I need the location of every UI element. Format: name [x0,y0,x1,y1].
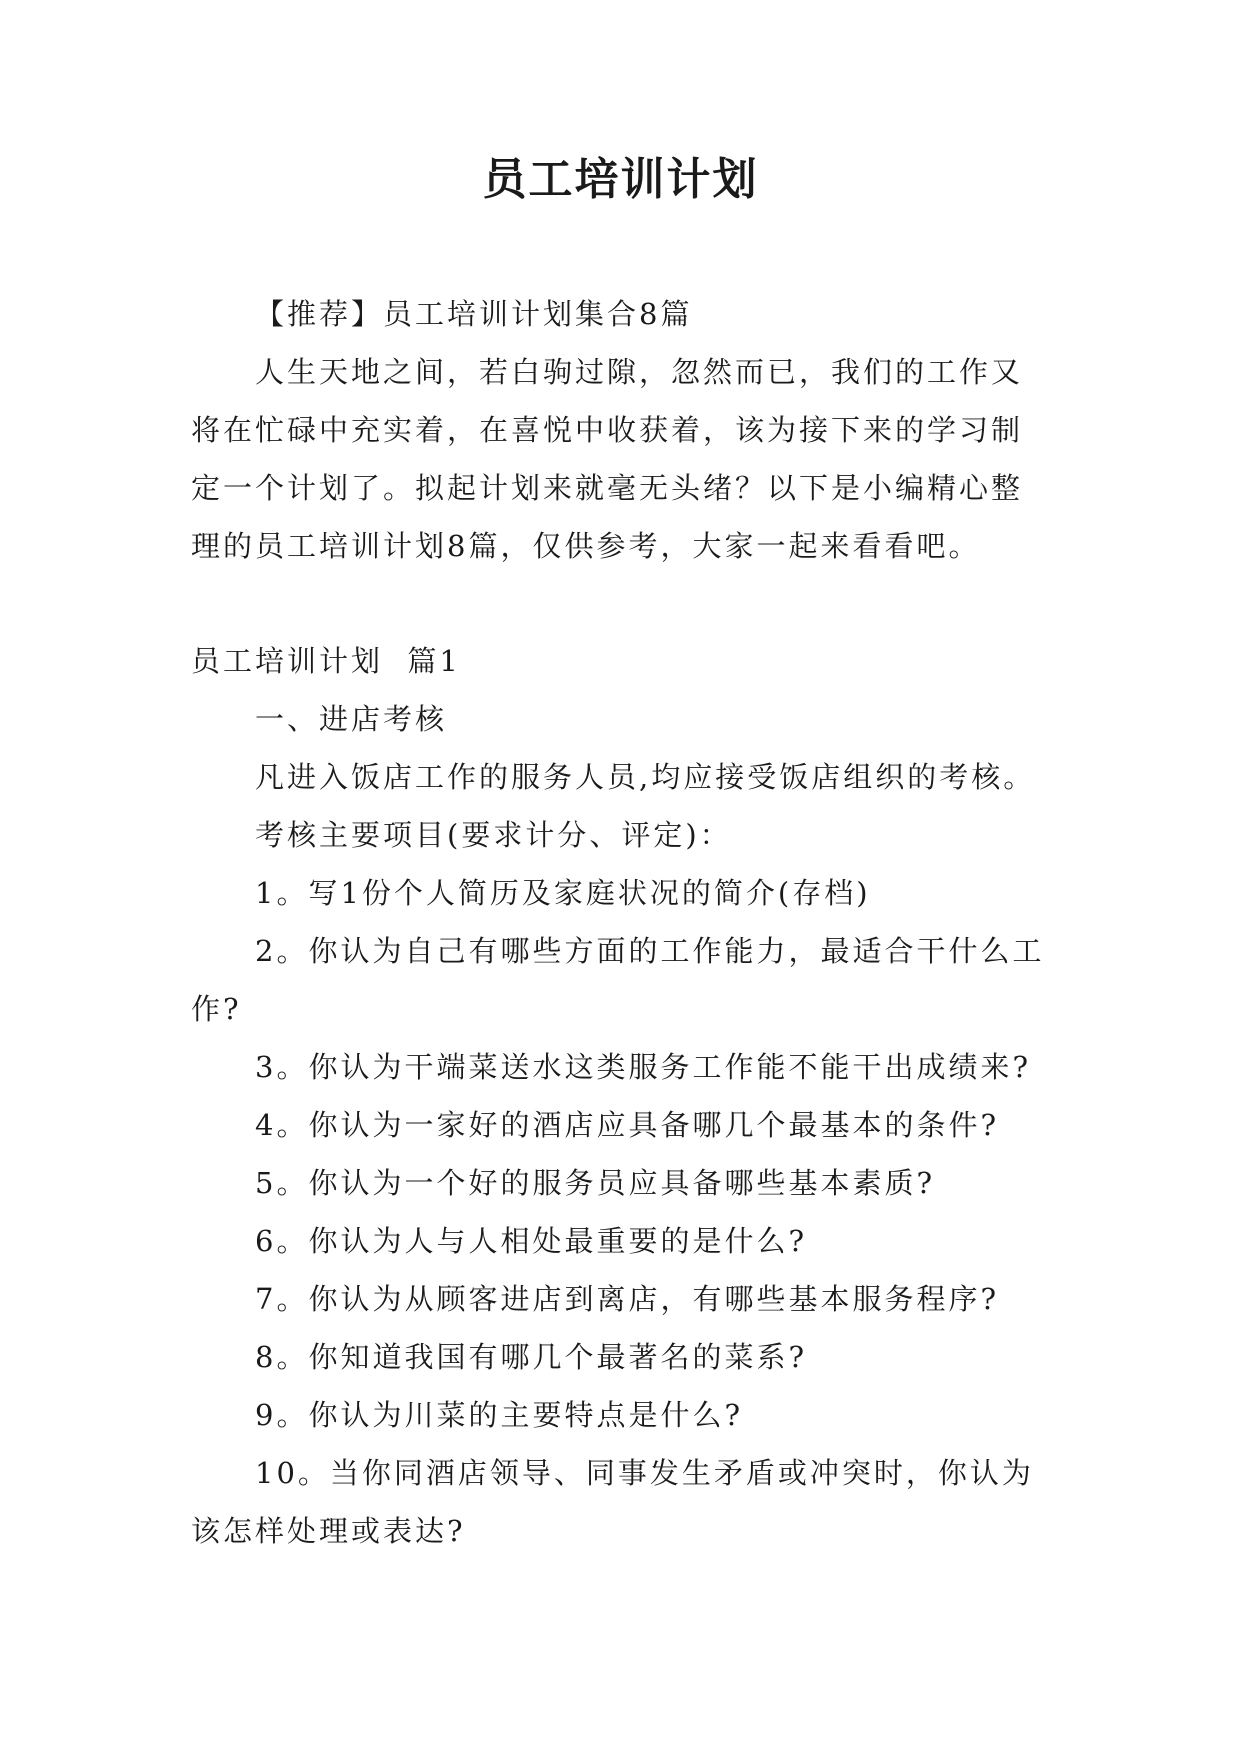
list-item: 8。你知道我国有哪几个最著名的菜系? [255,1340,807,1374]
list-item: 1。写1份个人简历及家庭状况的简介(存档) [255,876,871,910]
paragraph: 考核主要项目(要求计分、评定)： [255,818,732,852]
list-item: 5。你认为一个好的服务员应具备哪些基本素质? [255,1166,935,1200]
intro-recommend-line: 【推荐】员工培训计划集合8篇 [255,297,693,331]
paragraph: 凡进入饭店工作的服务人员,均应接受饭店组织的考核。 [255,760,1036,794]
subsection-heading: 一、进店考核 [255,702,448,736]
list-item: 10。当你同酒店领导、同事发生矛盾或冲突时，你认为该怎样处理或表达? [191,1456,1034,1548]
list-item: 2。你认为自己有哪些方面的工作能力，最适合干什么工作? [191,934,1045,1026]
document-title: 员工培训计划 [482,154,759,205]
list-item: 6。你认为人与人相处最重要的是什么? [255,1224,807,1258]
list-item: 7。你认为从顾客进店到离店，有哪些基本服务程序? [255,1282,999,1316]
section-heading: 员工培训计划 篇1 [191,644,461,678]
list-item: 9。你认为川菜的主要特点是什么? [255,1398,743,1432]
list-item: 4。你认为一家好的酒店应具备哪几个最基本的条件? [255,1108,999,1142]
list-item: 3。你认为干端菜送水这类服务工作能不能干出成绩来? [255,1050,1031,1084]
section-block [191,632,1051,1560]
intro-block [191,285,1051,575]
intro-paragraph: 人生天地之间，若白驹过隙，忽然而已，我们的工作又将在忙碌中充实着，在喜悦中收获着，该为接下来的学习制定一个计划了。拟起计划来就毫无头绪？以下是小编精心整理的员工培训计划8篇，仅供参考，大家一起来看看吧。 [191,355,1024,563]
